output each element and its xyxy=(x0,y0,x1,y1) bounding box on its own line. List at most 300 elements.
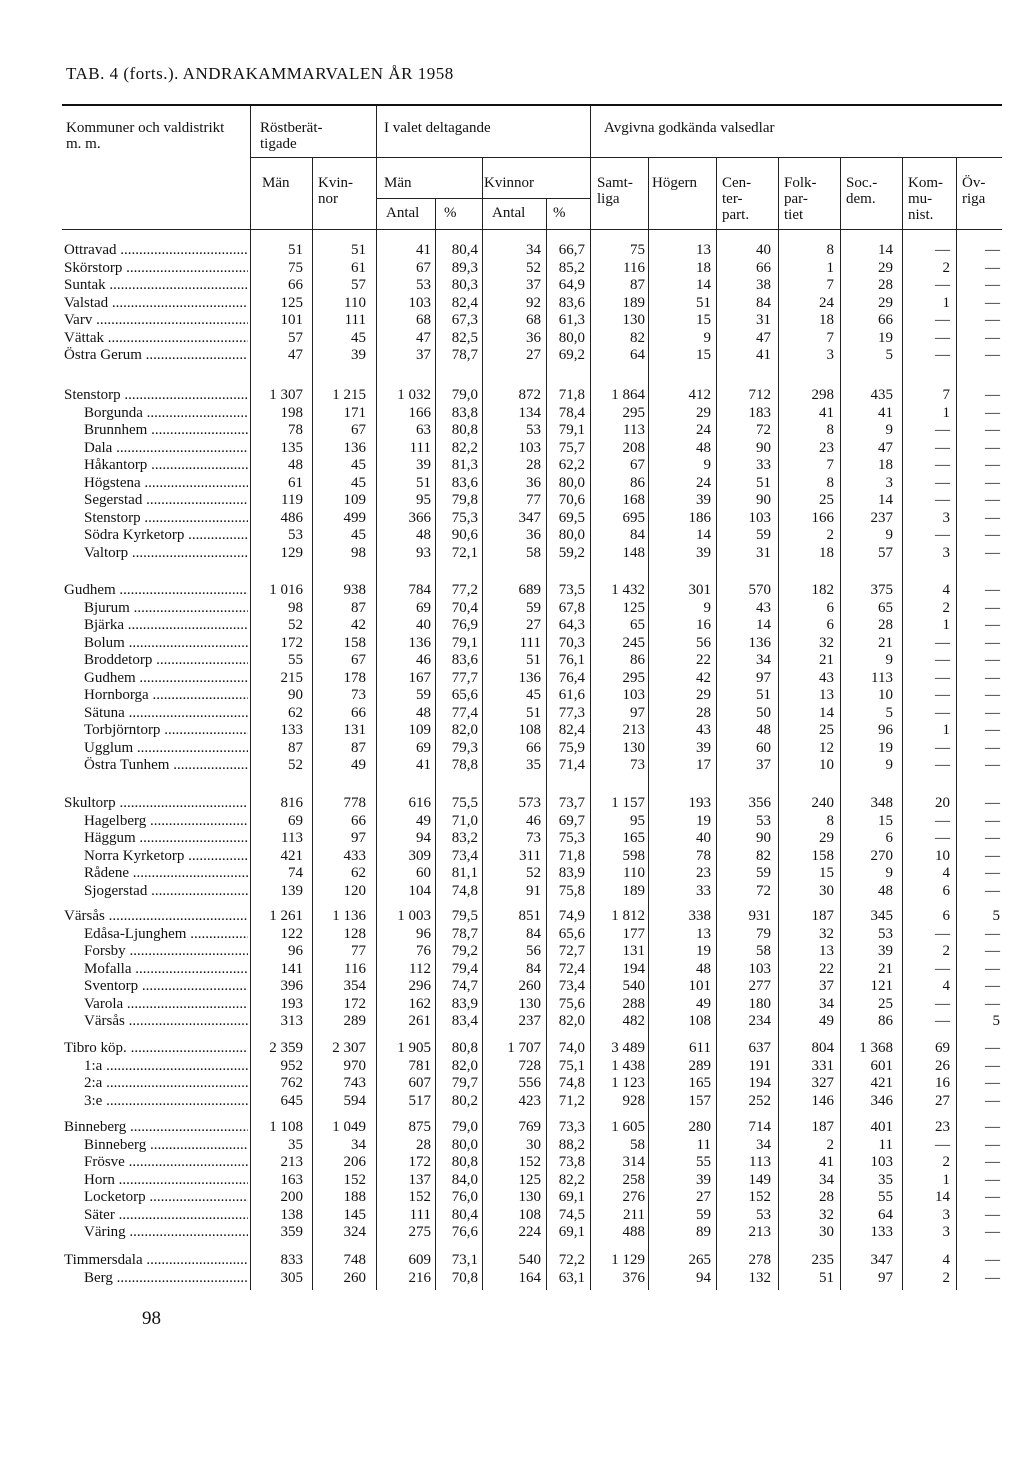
table-cell: 1 905 xyxy=(397,1040,431,1056)
table-cell: 7 xyxy=(826,457,834,473)
table-cell: 78,7 xyxy=(451,925,478,942)
row-label-text: Sventorp ..... xyxy=(84,978,248,994)
table-cell: 67,3 xyxy=(451,312,478,328)
header-rostberattigade: Röstberät-tigade xyxy=(260,120,323,152)
table-cell: 354 xyxy=(343,978,366,994)
table-cell: 60 xyxy=(416,865,431,881)
row-label xyxy=(64,582,248,600)
table-cell: 30 xyxy=(819,882,834,899)
table-cell: 3 xyxy=(942,509,950,526)
table-cell: 52 xyxy=(288,757,303,773)
row-label xyxy=(64,347,248,365)
table-cell: — xyxy=(935,634,950,651)
table-cell: — xyxy=(985,757,1000,773)
table-cell: 171 xyxy=(343,404,366,421)
table-cell: 101 xyxy=(688,978,711,994)
table-cell: 53 xyxy=(288,527,303,543)
table-cell: 86 xyxy=(630,652,645,668)
table-cell: 89,3 xyxy=(451,259,478,276)
table-cell: 48 xyxy=(416,527,431,543)
table-cell: 9 xyxy=(703,599,711,616)
table-cell: 82,4 xyxy=(558,722,585,738)
table-cell: 57 xyxy=(288,329,303,346)
table-cell: 73,4 xyxy=(558,978,585,994)
table-cell: — xyxy=(985,1075,1000,1091)
table-cell: 188 xyxy=(343,1189,366,1205)
table-cell: 27 xyxy=(526,347,541,363)
table-cell: 748 xyxy=(343,1252,366,1268)
table-cell: 1 003 xyxy=(397,908,431,924)
table-cell: 80,2 xyxy=(451,1092,478,1109)
table-cell: 3 xyxy=(942,1206,950,1223)
table-cell: 80,8 xyxy=(451,1154,478,1170)
table-cell: 29 xyxy=(878,259,893,276)
table-cell: 22 xyxy=(819,960,834,977)
table-cell: 45 xyxy=(351,329,366,346)
table-cell: 79,0 xyxy=(451,387,478,403)
row-label xyxy=(64,312,248,330)
table-cell: 240 xyxy=(811,795,834,811)
column-rule xyxy=(648,157,649,1290)
header-kvinnor: Kvin-nor xyxy=(318,175,353,207)
table-cell: 258 xyxy=(622,1171,645,1188)
table-cell: 90 xyxy=(756,439,771,456)
table-cell: 67,8 xyxy=(558,599,585,616)
table-cell: 1 123 xyxy=(611,1075,645,1091)
row-label xyxy=(64,387,248,405)
column-rule xyxy=(250,106,251,1290)
table-cell: 35 xyxy=(288,1136,303,1153)
header-antal: Antal xyxy=(386,205,420,221)
table-cell: 56 xyxy=(526,943,541,959)
table-cell: — xyxy=(985,882,1000,899)
table-cell: — xyxy=(985,599,1000,616)
table-cell: 61 xyxy=(288,474,303,491)
table-cell: 48 xyxy=(416,704,431,721)
table-cell: 80,0 xyxy=(558,329,585,346)
table-cell: 3 xyxy=(942,1224,950,1240)
table-cell: 1 xyxy=(942,1171,950,1188)
table-cell: — xyxy=(985,1092,1000,1109)
table-cell: 1 016 xyxy=(269,582,303,598)
table-cell: — xyxy=(985,1119,1000,1135)
table-cell: 69,5 xyxy=(558,509,585,526)
table-cell: 17 xyxy=(696,757,711,773)
table-cell: 152 xyxy=(748,1189,771,1205)
table-cell: 10 xyxy=(935,847,950,864)
table-cell: 94 xyxy=(416,830,431,846)
table-cell: 75,1 xyxy=(558,1057,585,1074)
row-label-text: Stenstorp ..... xyxy=(84,510,248,526)
table-cell: 7 xyxy=(826,277,834,293)
table-cell: 72 xyxy=(756,882,771,899)
table-cell: 52 xyxy=(288,617,303,633)
row-label-text: Rådene ..... xyxy=(84,865,248,881)
table-cell: 77,4 xyxy=(451,704,478,721)
header-kommuner: Kommuner och valdistrikt m. m. xyxy=(66,120,225,152)
table-cell: 128 xyxy=(343,925,366,942)
table-cell: 77 xyxy=(526,492,541,508)
table-cell: 87 xyxy=(288,739,303,756)
table-cell: 66,7 xyxy=(558,242,585,258)
table-cell: 26 xyxy=(935,1057,950,1074)
table-cell: 120 xyxy=(343,882,366,899)
table-cell: — xyxy=(935,1136,950,1153)
table-cell: 65,6 xyxy=(558,925,585,942)
table-cell: 53 xyxy=(878,925,893,942)
row-label xyxy=(64,260,248,278)
table-cell: — xyxy=(985,722,1000,738)
row-label xyxy=(84,687,248,705)
table-cell: 1 215 xyxy=(332,387,366,403)
table-cell: 87 xyxy=(351,739,366,756)
table-cell: 80,8 xyxy=(451,422,478,438)
table-cell: 82,2 xyxy=(451,439,478,456)
row-label-text: Sätuna ..... xyxy=(84,705,248,721)
table-cell: 48 xyxy=(288,457,303,473)
table-cell: — xyxy=(985,509,1000,526)
row-label-text: Varv ..... xyxy=(64,312,248,328)
header-rule xyxy=(376,198,590,199)
table-cell: 35 xyxy=(526,757,541,773)
table-cell: 313 xyxy=(280,1013,303,1029)
table-cell: 76 xyxy=(416,943,431,959)
table-cell: 51 xyxy=(526,652,541,668)
table-cell: 29 xyxy=(696,687,711,703)
table-cell: 396 xyxy=(280,978,303,994)
row-label-text: Bjurum ..... xyxy=(84,600,248,616)
page-number: 98 xyxy=(142,1308,161,1329)
row-label-text: Skultorp ..... xyxy=(64,795,248,811)
row-label-text: Vättak ..... xyxy=(64,330,248,346)
table-cell: 45 xyxy=(351,457,366,473)
row-label-text: Hornborga ..... xyxy=(84,687,248,703)
table-cell: 637 xyxy=(748,1040,771,1056)
table-cell: 421 xyxy=(870,1075,893,1091)
row-label xyxy=(84,813,248,831)
table-cell: — xyxy=(935,347,950,363)
table-cell: 14 xyxy=(935,1189,950,1205)
table-cell: 1 xyxy=(942,617,950,633)
table-cell: — xyxy=(935,652,950,668)
table-cell: 213 xyxy=(280,1154,303,1170)
table-cell: 51 xyxy=(416,474,431,491)
table-cell: 79,0 xyxy=(451,1119,478,1135)
table-cell: 82 xyxy=(630,329,645,346)
table-cell: 152 xyxy=(518,1154,541,1170)
row-label-text: Tibro köp. ..... xyxy=(64,1040,248,1056)
table-cell: 129 xyxy=(280,544,303,561)
table-cell: 37 xyxy=(526,277,541,293)
table-cell: 86 xyxy=(630,474,645,491)
table-cell: 331 xyxy=(811,1057,834,1074)
table-cell: 517 xyxy=(408,1092,431,1109)
table-cell: 298 xyxy=(811,387,834,403)
table-cell: 359 xyxy=(280,1224,303,1240)
table-cell: 695 xyxy=(622,509,645,526)
table-cell: 116 xyxy=(623,259,645,276)
table-cell: 66 xyxy=(756,259,771,276)
table-cell: 32 xyxy=(819,634,834,651)
row-label-text: Gudhem ..... xyxy=(84,670,248,686)
header-pct2: % xyxy=(553,205,566,221)
table-cell: — xyxy=(935,830,950,846)
table-cell: 165 xyxy=(622,830,645,846)
table-cell: 288 xyxy=(622,995,645,1012)
table-cell: 16 xyxy=(935,1075,950,1091)
table-cell: 952 xyxy=(280,1057,303,1074)
column-rule xyxy=(546,198,547,1290)
table-cell: — xyxy=(985,404,1000,421)
table-cell: 178 xyxy=(343,669,366,686)
row-label-text: Ottravad ..... xyxy=(64,242,248,258)
table-cell: 116 xyxy=(344,960,366,977)
table-cell: 73,8 xyxy=(558,1154,585,1170)
table-cell: 277 xyxy=(748,978,771,994)
table-cell: — xyxy=(935,457,950,473)
table-cell: 60 xyxy=(756,739,771,756)
table-cell: 103 xyxy=(622,687,645,703)
table-cell: 6 xyxy=(826,599,834,616)
table-cell: 48 xyxy=(756,722,771,738)
table-cell: 149 xyxy=(748,1171,771,1188)
table-cell: 784 xyxy=(408,582,431,598)
table-cell: 73,1 xyxy=(451,1252,478,1268)
table-cell: 121 xyxy=(870,978,893,994)
row-label-text: Segerstad ..... xyxy=(84,492,248,508)
table-cell: 375 xyxy=(870,582,893,598)
table-cell: 64 xyxy=(878,1206,893,1223)
row-label xyxy=(64,330,248,348)
table-cell: — xyxy=(985,527,1000,543)
table-cell: 71,0 xyxy=(451,812,478,829)
table-cell: 74,0 xyxy=(558,1040,585,1056)
table-cell: 3 xyxy=(885,474,893,491)
table-cell: 95 xyxy=(416,492,431,508)
table-cell: 83,4 xyxy=(451,1013,478,1029)
table-cell: — xyxy=(985,617,1000,633)
table-cell: — xyxy=(935,1013,950,1029)
table-cell: 68 xyxy=(416,312,431,328)
table-cell: 130 xyxy=(622,312,645,328)
table-cell: 76,0 xyxy=(451,1189,478,1205)
table-cell: 35 xyxy=(878,1171,893,1188)
table-cell: 113 xyxy=(871,669,893,686)
table-cell: 75,5 xyxy=(451,795,478,811)
table-cell: 47 xyxy=(878,439,893,456)
row-label-text: Häggum ..... xyxy=(84,830,248,846)
table-cell: 65 xyxy=(630,617,645,633)
table-cell: 1 108 xyxy=(269,1119,303,1135)
table-cell: 645 xyxy=(280,1092,303,1109)
table-cell: 41 xyxy=(819,404,834,421)
table-cell: 90 xyxy=(756,830,771,846)
table-cell: 235 xyxy=(811,1252,834,1268)
table-cell: — xyxy=(935,474,950,491)
table-cell: 5 xyxy=(885,347,893,363)
row-label-text: 1:a ..... xyxy=(84,1058,248,1074)
table-cell: 88,2 xyxy=(558,1136,585,1153)
table-cell: 11 xyxy=(696,1136,711,1153)
table-cell: 51 xyxy=(526,704,541,721)
table-cell: 57 xyxy=(878,544,893,561)
table-cell: 194 xyxy=(622,960,645,977)
table-cell: 152 xyxy=(343,1171,366,1188)
table-cell: 607 xyxy=(408,1075,431,1091)
table-cell: 43 xyxy=(756,599,771,616)
table-cell: 47 xyxy=(288,347,303,363)
table-cell: 338 xyxy=(688,908,711,924)
row-label xyxy=(84,510,248,528)
table-cell: 39 xyxy=(878,943,893,959)
row-label-text: Bjärka ..... xyxy=(84,617,248,633)
table-cell: 79,5 xyxy=(451,908,478,924)
table-cell: 108 xyxy=(518,722,541,738)
table-cell: 28 xyxy=(819,1189,834,1205)
table-cell: 103 xyxy=(748,960,771,977)
table-cell: 80,3 xyxy=(451,277,478,293)
table-cell: 84 xyxy=(630,527,645,543)
table-cell: — xyxy=(935,312,950,328)
header-antal2: Antal xyxy=(492,205,526,221)
row-label xyxy=(64,277,248,295)
table-cell: 47 xyxy=(416,329,431,346)
row-label xyxy=(84,978,248,996)
table-cell: 165 xyxy=(688,1075,711,1091)
table-cell: 14 xyxy=(696,277,711,293)
row-label xyxy=(84,422,248,440)
table-cell: — xyxy=(985,329,1000,346)
table-cell: 36 xyxy=(526,527,541,543)
table-cell: 104 xyxy=(408,882,431,899)
table-cell: 245 xyxy=(622,634,645,651)
table-cell: 68 xyxy=(526,312,541,328)
table-cell: 345 xyxy=(870,908,893,924)
table-cell: 80,4 xyxy=(451,242,478,258)
table-cell: 82,4 xyxy=(451,294,478,311)
table-cell: 172 xyxy=(280,634,303,651)
table-cell: 7 xyxy=(942,387,950,403)
row-label xyxy=(84,722,248,740)
table-cell: 37 xyxy=(756,757,771,773)
table-cell: 162 xyxy=(408,995,431,1012)
table-cell: 9 xyxy=(885,652,893,668)
table-cell: 138 xyxy=(280,1206,303,1223)
table-cell: 73 xyxy=(630,757,645,773)
table-cell: 39 xyxy=(696,544,711,561)
table-cell: 1 438 xyxy=(611,1057,645,1074)
table-cell: 67 xyxy=(416,259,431,276)
table-cell: 5 xyxy=(992,1013,1000,1029)
header-i-valet: I valet deltagande xyxy=(384,120,491,136)
table-cell: 278 xyxy=(748,1252,771,1268)
table-cell: 93 xyxy=(416,544,431,561)
row-label xyxy=(84,705,248,723)
table-cell: 49 xyxy=(819,1013,834,1029)
table-cell: 327 xyxy=(811,1075,834,1091)
table-cell: 80,0 xyxy=(451,1136,478,1153)
row-label xyxy=(84,457,248,475)
header-man: Män xyxy=(262,175,290,191)
row-label xyxy=(84,635,248,653)
row-label xyxy=(84,830,248,848)
table-cell: 275 xyxy=(408,1224,431,1240)
table-cell: 13 xyxy=(819,943,834,959)
table-cell: 55 xyxy=(878,1189,893,1205)
column-rule xyxy=(482,157,483,1290)
row-label-text: Broddetorp ..... xyxy=(84,652,248,668)
table-cell: 289 xyxy=(688,1057,711,1074)
table-cell: 108 xyxy=(518,1206,541,1223)
table-cell: 1 864 xyxy=(611,387,645,403)
table-cell: 67 xyxy=(630,457,645,473)
table-cell: 72,1 xyxy=(451,544,478,561)
row-label-text: Borgunda ..... xyxy=(84,405,248,421)
table-cell: 98 xyxy=(288,599,303,616)
table-cell: 66 xyxy=(526,739,541,756)
row-label xyxy=(84,1093,248,1111)
table-cell: 51 xyxy=(756,474,771,491)
table-cell: 83,8 xyxy=(451,404,478,421)
row-label-text: Östra Tunhem ..... xyxy=(84,757,248,773)
table-cell: 78 xyxy=(696,847,711,864)
table-cell: 73,5 xyxy=(558,582,585,598)
table-cell: 21 xyxy=(819,652,834,668)
table-cell: 76,1 xyxy=(558,652,585,668)
table-cell: 58 xyxy=(526,544,541,561)
row-label xyxy=(84,996,248,1014)
table-cell: 109 xyxy=(343,492,366,508)
table-cell: 137 xyxy=(408,1171,431,1188)
table-cell: 260 xyxy=(343,1269,366,1286)
table-cell: 1 812 xyxy=(611,908,645,924)
table-cell: — xyxy=(985,1224,1000,1240)
table-cell: 69,1 xyxy=(558,1224,585,1240)
table-cell: 18 xyxy=(819,544,834,561)
table-cell: 80,4 xyxy=(451,1206,478,1223)
table-cell: 540 xyxy=(622,978,645,994)
table-cell: 135 xyxy=(280,439,303,456)
table-cell: 75,8 xyxy=(558,882,585,899)
row-label-text: Östra Gerum ..... xyxy=(64,347,248,363)
table-cell: 78,8 xyxy=(451,757,478,773)
header-hogern: Högern xyxy=(652,175,697,191)
table-cell: 53 xyxy=(756,812,771,829)
table-cell: 36 xyxy=(526,474,541,491)
table-cell: — xyxy=(985,847,1000,864)
header-kommunist: Kom-mu-nist. xyxy=(908,175,943,223)
table-cell: — xyxy=(985,347,1000,363)
table-cell: 2 xyxy=(942,599,950,616)
table-cell: 27 xyxy=(696,1189,711,1205)
table-cell: 64 xyxy=(630,347,645,363)
header-rule xyxy=(62,229,1002,230)
table-cell: 309 xyxy=(408,847,431,864)
table-cell: 103 xyxy=(870,1154,893,1170)
table-cell: 39 xyxy=(696,739,711,756)
table-cell: 5 xyxy=(992,908,1000,924)
table-cell: 2 359 xyxy=(269,1040,303,1056)
table-cell: — xyxy=(935,812,950,829)
table-cell: 136 xyxy=(518,669,541,686)
table-cell: 86 xyxy=(878,1013,893,1029)
table-cell: 53 xyxy=(756,1206,771,1223)
table-cell: 113 xyxy=(749,1154,771,1170)
table-cell: 50 xyxy=(756,704,771,721)
table-cell: 875 xyxy=(408,1119,431,1135)
table-cell: 40 xyxy=(416,617,431,633)
table-cell: 39 xyxy=(696,492,711,508)
